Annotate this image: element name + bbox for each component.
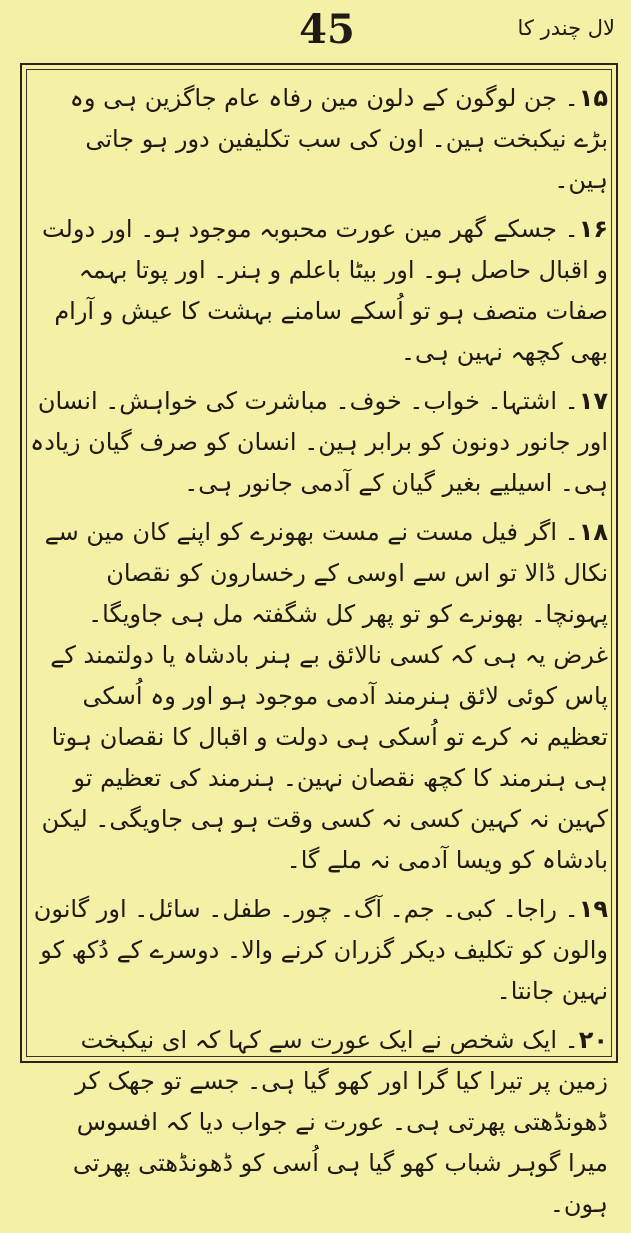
entry-number: ۱۵: [578, 84, 608, 112]
entry-text: ایک شخص نے ایک عورت سے کہا کہ ای نیکبخت زمین پر تیرا کیا گرا اور کھو گیا ہی۔ جسے تو جھک کر ڈھونڈھتی پھرتی ہی۔ عورت نے جواب دیا کہ افسوس میرا گوہر شباب کھو گیا ہی اُسی کو ڈھونڈھتی پھرتی ہون۔: [72, 1026, 608, 1218]
entry-number: ۱۷: [578, 387, 608, 415]
entry-17: ۱۷۔ اشتہا۔ خواب۔ خوف۔ مباشرت کی خواہش۔ انسان اور جانور دونون کو برابر ہین۔ انسان کو صرف گیان زیادہ ہی۔ اسیلیے بغیر گیان کے آدمی جانور ہی۔: [30, 387, 608, 497]
entry-text: راجا۔ کبی۔ جم۔ آگ۔ چور۔ طفل۔ سائل۔ اور گانون والون کو تکلیف دیکر گزران کرنے والا۔ دوسرے کے دُکھ کو نہین جانتا۔: [33, 895, 608, 1005]
entry-text: اشتہا۔ خواب۔ خوف۔ مباشرت کی خواہش۔ انسان اور جانور دونون کو برابر ہین۔ انسان کو صرف گیان زیادہ ہی۔ اسیلیے بغیر گیان کے آدمی جانور ہی۔: [30, 387, 608, 497]
entry-20: ۲۰۔ ایک شخص نے ایک عورت سے کہا کہ ای نیکبخت زمین پر تیرا کیا گرا اور کھو گیا ہی۔ جسے تو جھک کر ڈھونڈھتی پھرتی ہی۔ عورت نے جواب دیا کہ افسوس میرا گوہر شباب کھو گیا ہی اُسی کو ڈھونڈھتی پھرتی ہون۔: [72, 1026, 608, 1218]
page-header: [0, 0, 631, 58]
entry-number: ۱۸: [578, 518, 608, 546]
running-head: لال چندر کا: [517, 16, 615, 40]
entry-number: ۲۰: [578, 1026, 608, 1054]
entry-16: ۱۶۔ جسکے گھر مین عورت محبوبہ موجود ہو۔ اور دولت و اقبال حاصل ہو۔ اور بیٹا باعلم و ہنر۔ اور پوتا بہمہ صفات متصف ہو تو اُسکے سامنے بہشت کا عیش و آرام بھی کچھہ نہین ہی۔: [41, 215, 608, 366]
entry-19: ۱۹۔ راجا۔ کبی۔ جم۔ آگ۔ چور۔ طفل۔ سائل۔ اور گانون والون کو تکلیف دیکر گزران کرنے والا۔ دوسرے کے دُکھ کو نہین جانتا۔: [33, 895, 608, 1005]
entry-15: ۱۵۔ جن لوگون کے دلون مین رفاہ عام جاگزین ہی وہ بڑے نیکبخت ہین۔ اون کی سب تکلیفین دور ہو جاتی ہین۔: [69, 84, 608, 194]
entry-text: جسکے گھر مین عورت محبوبہ موجود ہو۔ اور دولت و اقبال حاصل ہو۔ اور بیٹا باعلم و ہنر۔ اور پوتا بہمہ صفات متصف ہو تو اُسکے سامنے بہشت کا عیش و آرام بھی کچھہ نہین ہی۔: [41, 215, 608, 366]
page-body: [30, 78, 608, 1233]
entry-text: اگر فیل مست نے مست بھونرے کو اپنے کان مین سے نکال ڈالا تو اس سے اوسی کے رخسارون کو نقصان پہونچا۔ بھونرے کو تو پھر کل شگفتہ مل ہی جاویگا۔ غرض یہ ہی کہ کسی نالائق بے ہنر بادشاہ یا دولتمند کے پاس کوئی لائق ہنرمند آدمی موجود ہو اور وہ اُسکی تعظیم نہ کرے تو اُسکی ہی دولت و اقبال کا نقصان ہوتا ہی ہنرمند کا کچھ نقصان نہین۔ ہنرمند کی تعظیم تو کہین نہ کہین کسی نہ کسی وقت ہو ہی جاویگی۔ لیکن بادشاہ کو ویسا آدمی نہ ملے گا۔: [41, 518, 608, 874]
entry-text: جن لوگون کے دلون مین رفاہ عام جاگزین ہی وہ بڑے نیکبخت ہین۔ اون کی سب تکلیفین دور ہو جاتی ہین۔: [69, 84, 608, 194]
entry-number: ۱۹: [578, 895, 608, 923]
entry-18: ۱۸۔ اگر فیل مست نے مست بھونرے کو اپنے کان مین سے نکال ڈالا تو اس سے اوسی کے رخسارون کو نقصان پہونچا۔ بھونرے کو تو پھر کل شگفتہ مل ہی جاویگا۔ غرض یہ ہی کہ کسی نالائق بے ہنر بادشاہ یا دولتمند کے پاس کوئی لائق ہنرمند آدمی موجود ہو اور وہ اُسکی تعظیم نہ کرے تو اُسکی ہی دولت و اقبال کا نقصان ہوتا ہی ہنرمند کا کچھ نقصان نہین۔ ہنرمند کی تعظیم تو کہین نہ کہین کسی نہ کسی وقت ہو ہی جاویگی۔ لیکن بادشاہ کو ویسا آدمی نہ ملے گا۔: [41, 518, 608, 874]
entry-number: ۱۶: [578, 215, 608, 243]
page-number: 45: [299, 6, 355, 53]
